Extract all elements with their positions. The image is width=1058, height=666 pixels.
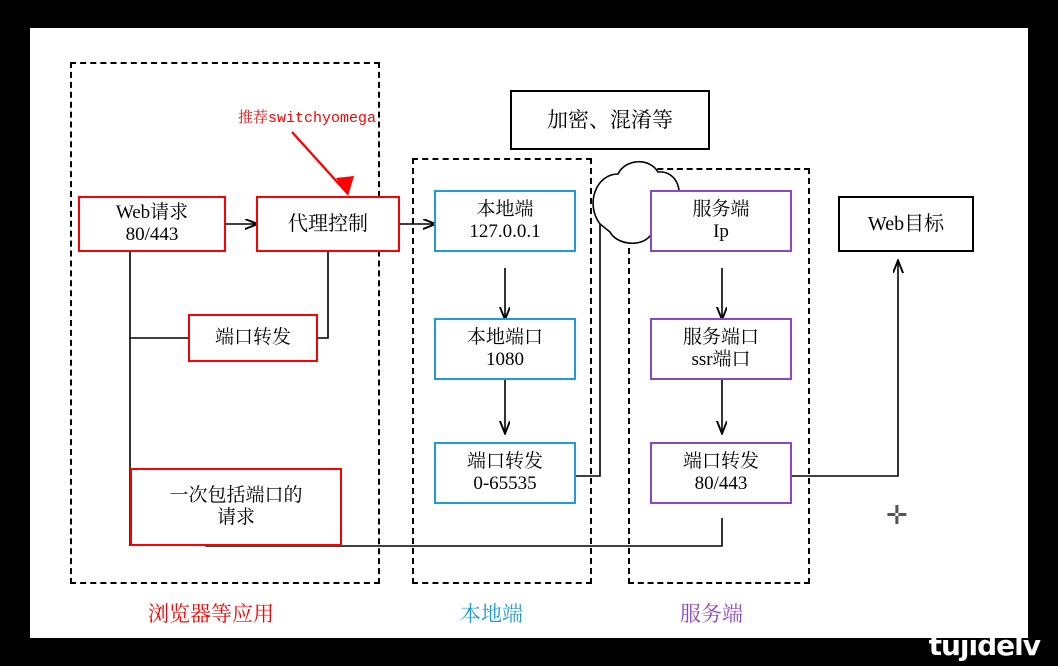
node-web-request-line2: 80/443 [125, 224, 179, 245]
annotation-arrow-layer [30, 28, 1028, 638]
group-label-browser: 浏览器等应用 [148, 602, 274, 626]
group-label-server: 服务端 [680, 602, 743, 626]
node-encryption-label: 加密、混淆等 [547, 107, 673, 132]
node-web-request-line1: Web请求 [115, 202, 189, 224]
node-server-port-line1: 服务端口 [682, 327, 759, 349]
node-server-port-line2: ssr端口 [691, 349, 751, 370]
watermark: tujidelv [928, 629, 1040, 662]
node-local-port-line2: 1080 [486, 349, 524, 370]
node-server-end-line1: 服务端 [692, 199, 750, 221]
node-server-forward-line2: 80/443 [694, 473, 748, 494]
annotation-text: switchyomega [268, 110, 377, 127]
node-port-forward-browser-label: 端口转发 [214, 327, 291, 349]
node-server-end-line2: Ip [713, 221, 729, 242]
mouse-cursor: ✛ [886, 500, 908, 530]
node-local-forward-line1: 端口转发 [466, 451, 543, 473]
group-label-local: 本地端 [460, 602, 523, 626]
node-local-end-line2: 127.0.0.1 [469, 221, 541, 242]
node-local-port-line1: 本地端口 [466, 327, 543, 349]
node-local-end-line1: 本地端 [476, 199, 534, 221]
annotation-prefix: 推荐 [238, 110, 269, 126]
node-local-forward-line2: 0-65535 [473, 473, 537, 494]
diagram-sheet [30, 28, 1028, 638]
node-proxy-control-label: 代理控制 [288, 212, 368, 235]
node-server-forward-line1: 端口转发 [682, 451, 759, 473]
node-bulk-request-line2: 请求 [216, 507, 255, 528]
node-bulk-request-line1: 一次包括端口的 [169, 485, 303, 507]
node-web-target-label: Web目标 [867, 212, 945, 235]
